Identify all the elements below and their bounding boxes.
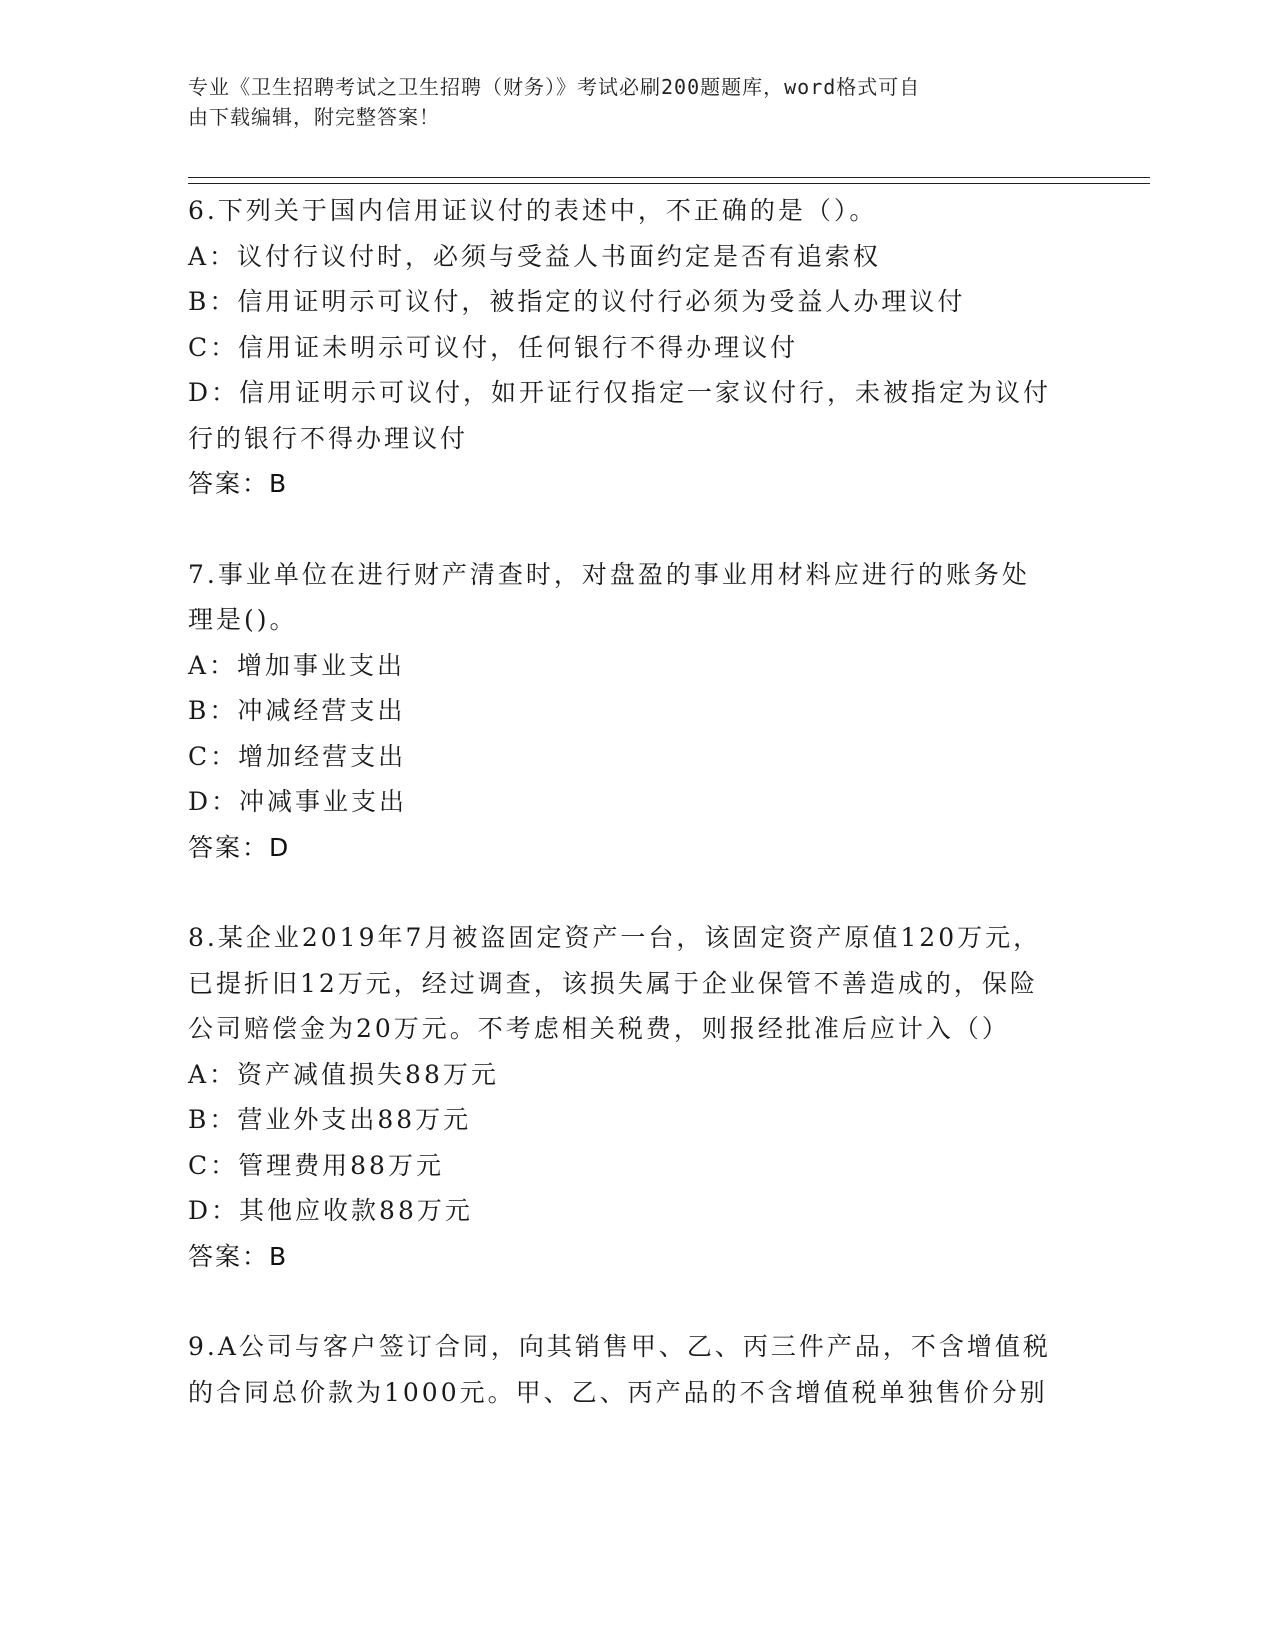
header-divider-top bbox=[188, 177, 1150, 178]
document-header bbox=[188, 72, 1068, 132]
question-spacer bbox=[188, 507, 1068, 552]
question-stem-continued: 理是()。 bbox=[188, 605, 298, 634]
option-a: A：资产减值损失88万元 bbox=[188, 1059, 499, 1089]
option-c: C：管理费用88万元 bbox=[188, 1150, 444, 1180]
header-divider-bottom bbox=[188, 183, 1150, 184]
question-stem: 8.某企业2019年7月被盗固定资产一台，该固定资产原值120万元， bbox=[188, 923, 1042, 952]
question-stem: 7.事业单位在进行财产清查时，对盘盈的事业用材料应进行的账务处 bbox=[188, 559, 1030, 589]
option-b: B：信用证明示可议付，被指定的议付行必须为受益人办理议付 bbox=[188, 287, 966, 316]
option-d: D：冲减事业支出 bbox=[188, 787, 408, 816]
answer-label: 答案：B bbox=[188, 1241, 289, 1271]
option-d: D：其他应收款88万元 bbox=[188, 1196, 473, 1225]
question-block bbox=[188, 188, 1068, 507]
option-b: B：冲减经营支出 bbox=[188, 696, 406, 725]
question-stem-continued: 已提折旧12万元，经过调查，该损失属于企业保管不善造成的，保险 bbox=[188, 968, 1038, 998]
question-block bbox=[188, 915, 1068, 1279]
question-stem-continued: 的合同总价款为1000元。甲、乙、丙产品的不含增值税单独售价分别 bbox=[188, 1377, 1048, 1407]
answer-label: 答案：D bbox=[188, 832, 291, 862]
header-line-1: 专业《卫生招聘考试之卫生招聘（财务）》考试必刷200题题库，word格式可自 bbox=[188, 75, 921, 99]
answer-label: 答案：B bbox=[188, 469, 289, 498]
option-a: A：议付行议付时，必须与受益人书面约定是否有追索权 bbox=[188, 241, 882, 271]
question-block bbox=[188, 552, 1068, 871]
question-stem: 9.A公司与客户签订合同，向其销售甲、乙、丙三件产品，不含增值税 bbox=[188, 1332, 1051, 1361]
question-stem-continued: 公司赔偿金为20万元。不考虑相关税费，则报经批准后应计入（） bbox=[188, 1014, 1010, 1043]
option-a: A：增加事业支出 bbox=[188, 650, 406, 680]
header-line-2: 由下载编辑，附完整答案！ bbox=[188, 105, 440, 129]
option-d-continued: 行的银行不得办理议付 bbox=[188, 423, 469, 453]
question-stem: 6.下列关于国内信用证议付的表述中，不正确的是（）。 bbox=[188, 196, 878, 225]
option-c: C：增加经营支出 bbox=[188, 741, 407, 771]
option-d: D：信用证明示可议付，如开证行仅指定一家议付行，未被指定为议付 bbox=[188, 378, 1052, 407]
question-list bbox=[188, 188, 1068, 1415]
question-block bbox=[188, 1324, 1068, 1415]
option-c: C：信用证未明示可议付，任何银行不得办理议付 bbox=[188, 332, 799, 362]
option-b: B：营业外支出88万元 bbox=[188, 1105, 472, 1134]
question-spacer bbox=[188, 1279, 1068, 1324]
question-spacer bbox=[188, 870, 1068, 915]
